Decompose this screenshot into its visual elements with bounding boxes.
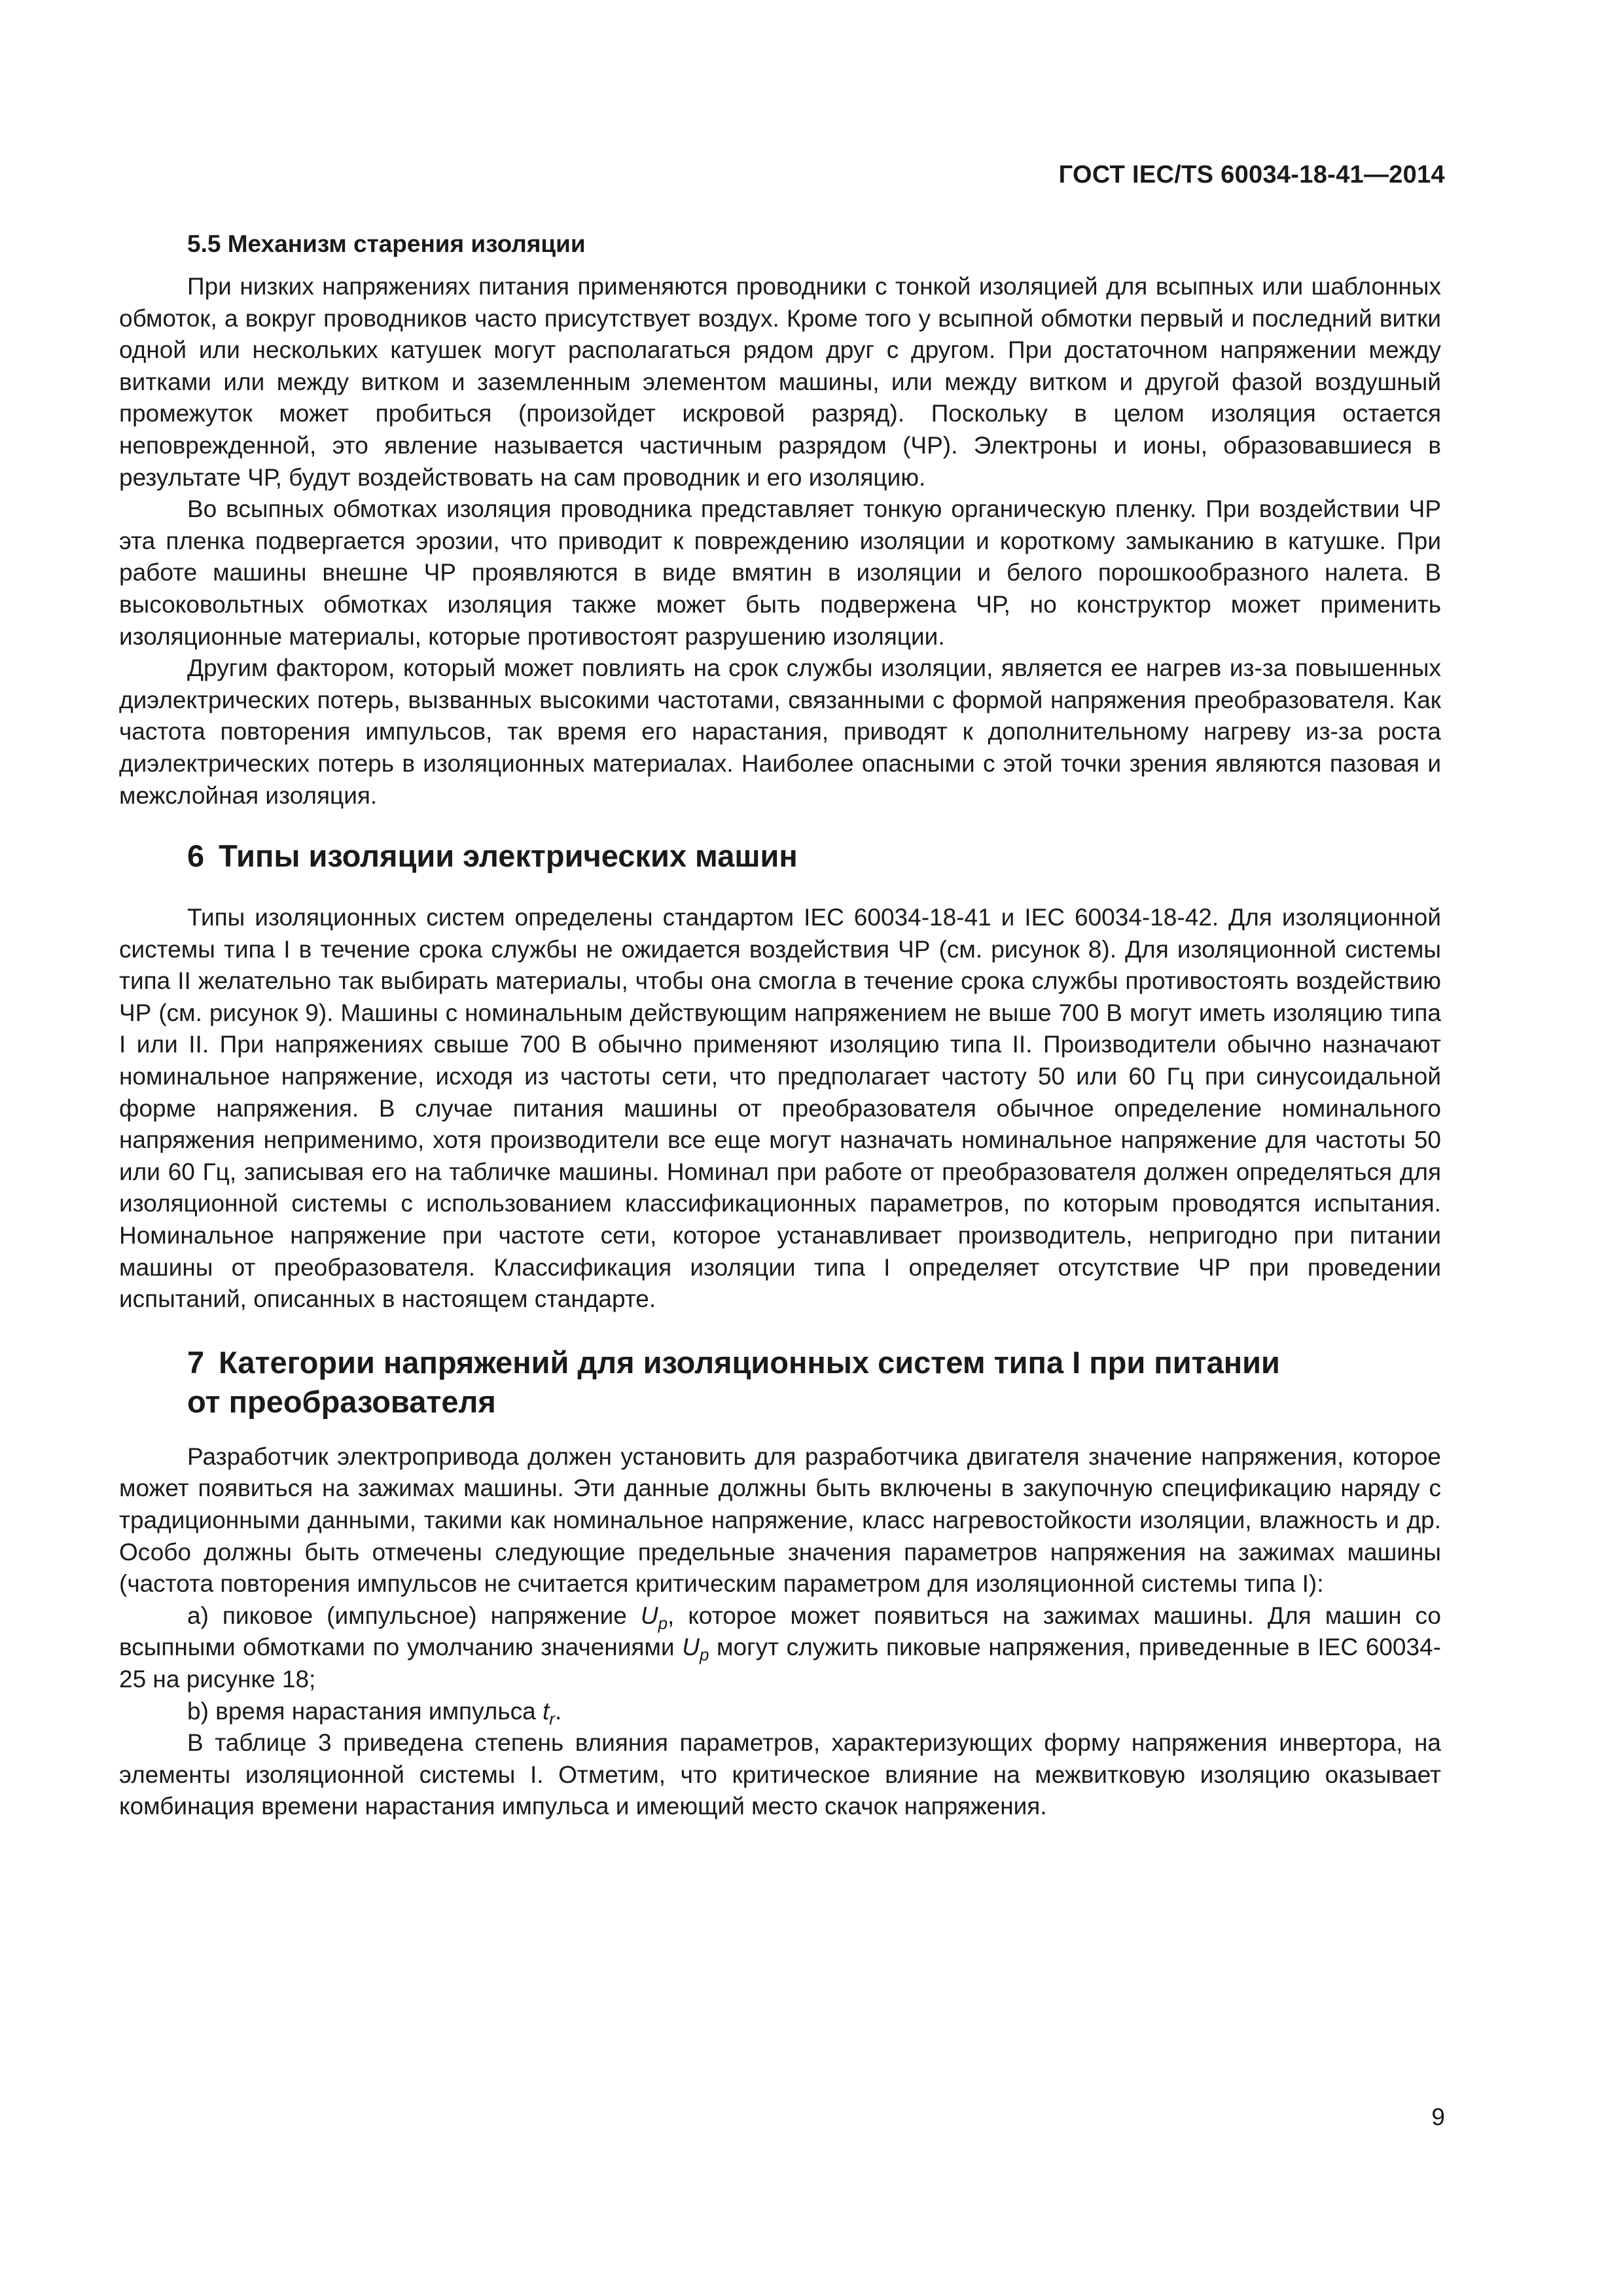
item-a-text: a) пиковое (импульсное) напряжение (187, 1602, 641, 1629)
item-a-subscript: p (699, 1645, 709, 1665)
section-7-item-a (119, 1600, 1441, 1696)
section-5-5-paragraph: При низких напряжениях питания применяются проводники с тонкой изоляцией для всыпных или шаблонных обмоток, а вокруг проводников часто присутствует воздух. Кроме того у всыпной обмотки первый и последний витки одной или нескольких катушек могут располагаться рядом друг с другом. При достаточном напряжении между витками или между витком и заземленным элементом машины, или между витком и другой фазой воздушный промежуток может пробиться (произойдет искровой разряд). Поскольку в целом изоляция остается неповрежденной, это явление называется частичным разрядом (ЧР). Электроны и ионы, образовавшиеся в результате ЧР, будут воздействовать на сам проводник и его изоляцию. (119, 273, 1441, 491)
section-7-number: 7 (187, 1344, 205, 1380)
item-b-subscript: r (549, 1708, 555, 1729)
section-5-5-paragraph: Другим фактором, который может повлиять на срок службы изоляции, является ее нагрев из-за повышенных диэлектрических потерь, вызванных высокими частотами, связанными с формой напряжения преобразователя. Как частота повторения импульсов, так время его нарастания, приводят к дополнительному нагреву из-за роста диэлектрических потерь в изоляционных материалах. Наиболее опасными с этой точки зрения являются пазовая и межслойная изоляция. (119, 655, 1441, 809)
item-b-text: b) время нарастания импульса (187, 1697, 543, 1725)
document-header: ГОСТ IEC/TS 60034-18-41—2014 (1058, 161, 1445, 188)
section-7-intro: Разработчик электропривода должен установить для разработчика двигателя значение напряжения, которое может появиться на зажимах машины. Эти данные должны быть включены в закупочную спецификацию наряду с традиционными данными, такими как номинальное напряжение, класс нагревостойкости изоляции, влажность и др. Особо должны быть отмечены следующие предельные значения параметров напряжения на зажимах машины (частота повторения импульсов не считается критическим параметром для изоляционной системы типа I): (119, 1443, 1441, 1598)
section-6-title: Типы изоляции электрических машин (219, 838, 798, 874)
item-b-text: . (554, 1697, 562, 1725)
section-7-title-line2: от преобразователя (187, 1384, 496, 1419)
item-a-symbol: U (682, 1634, 700, 1661)
item-b-symbol: t (543, 1697, 550, 1725)
section-6-number: 6 (187, 838, 205, 874)
section-6-heading (119, 836, 1441, 876)
item-a-text: , которое может появиться на зажимах машины. Для машин со всыпными обмотками по умолчанию значениями (119, 1602, 1441, 1661)
section-6-paragraph: Типы изоляционных систем определены стандартом IEC 60034-18-41 и IEC 60034-18-42. Для изоляционной системы типа I в течение срока службы не ожидается воздействия ЧР (см. рисунок 8). Для изоляционной системы типа II желательно так выбирать материалы, чтобы она смогла в течение срока службы противостоять воздействию ЧР (см. рисунок 9). Машины с номинальным действующим напряжением не выше 700 В могут иметь изоляцию типа I или II. При напряжениях свыше 700 В обычно применяют изоляцию типа II. Производители обычно назначают номинальное напряжение, исходя из частоты сети, что предполагает частоту 50 или 60 Гц при синусоидальной форме напряжения. В случае питания машины от преобразователя обычное определение номинального напряжения неприменимо, хотя производители все еще могут назначать номинальное напряжение для частоты 50 или 60 Гц, записывая его на табличке машины. Номинал при работе от преобразователя должен определяться для изоляционной системы с использованием классификационных параметров, по которым проводятся испытания. Номинальное напряжение при частоте сети, которое устанавливает производитель, непригодно при питании машины от преобразователя. Классификация изоляции типа I определяет отсутствие ЧР при проведении испытаний, описанных в настоящем стандарте. (119, 904, 1441, 1313)
item-a-subscript: p (658, 1613, 668, 1633)
item-a-symbol: U (640, 1602, 658, 1629)
section-5-5-paragraph: Во всыпных обмотках изоляция проводника представляет тонкую органическую пленку. При воздействии ЧР эта пленка подвергается эрозии, что приводит к повреждению изоляции и короткому замыканию в катушке. При работе машины внешне ЧР проявляются в виде вмятин в изоляции и белого порошкообразного налета. В высоковольтных обмотках изоляция также может быть подвержена ЧР, но конструктор может применить изоляционные материалы, которые противостоят разрушению изоляции. (119, 495, 1441, 650)
section-7-title-line1: Категории напряжений для изоляционных систем типа I при питании (219, 1344, 1280, 1380)
document-body (119, 226, 1441, 1823)
section-7-heading (119, 1343, 1441, 1422)
item-a-text: могут служить пиковые напряжения, приведенные в IEC 60034-25 на рисунке 18; (119, 1634, 1441, 1693)
section-5-5-title: 5.5 Механизм старения изоляции (187, 230, 586, 257)
page-number: 9 (1431, 2104, 1445, 2130)
section-7-closing: В таблице 3 приведена степень влияния параметров, характеризующих форму напряжения инвертора, на элементы изоляционной системы I. Отметим, что критическое влияние на межвитковую изоляцию оказывает комбинация времени нарастания импульса и имеющий место скачок напряжения. (119, 1729, 1441, 1820)
section-7-item-b (119, 1696, 1441, 1728)
